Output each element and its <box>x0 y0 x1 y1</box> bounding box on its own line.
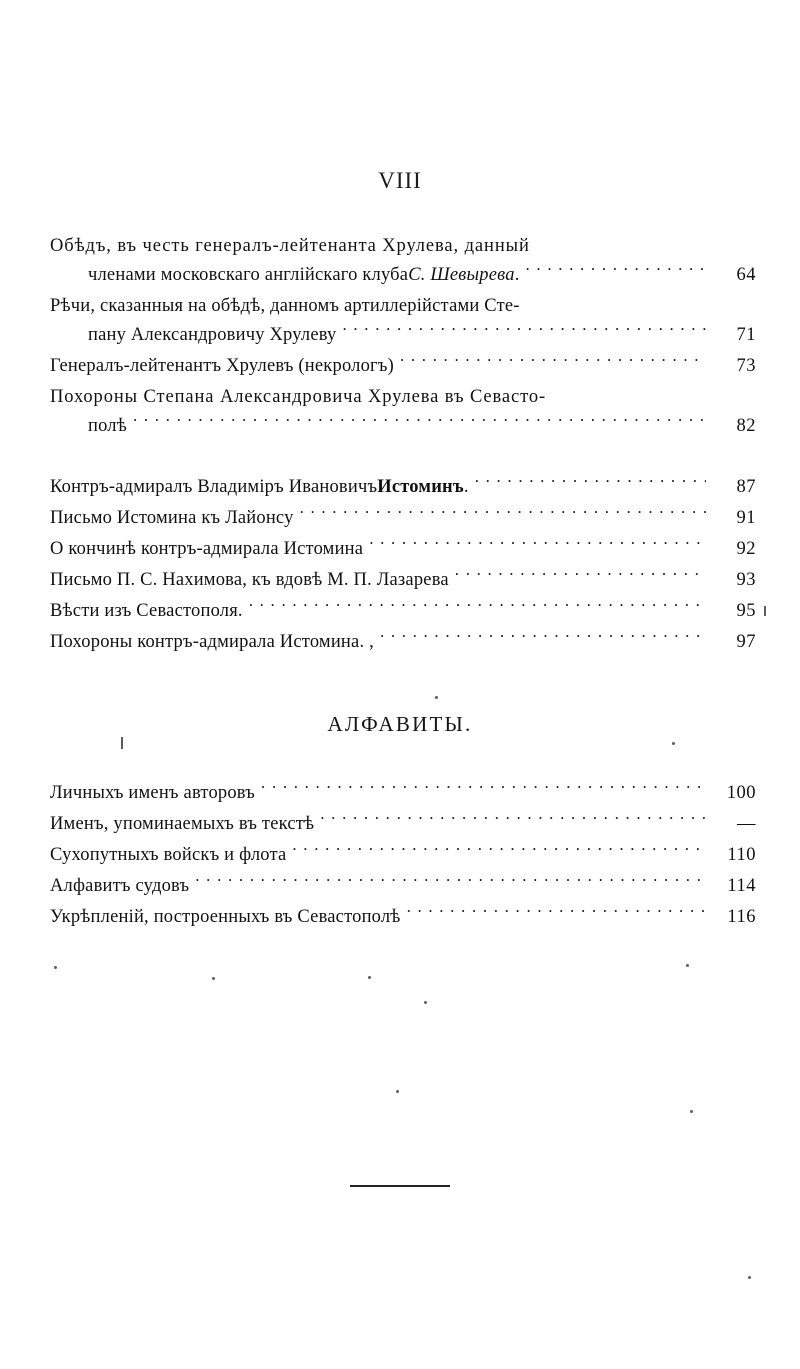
scan-speck <box>672 742 675 745</box>
toc-entry-title: Сухопутныхъ войскъ и флота <box>50 845 287 865</box>
dot-leader <box>407 904 706 923</box>
dot-leader <box>343 322 707 341</box>
toc-entry-title: Похороны Степана Александровича Хрулева въ Севасто- <box>50 387 547 407</box>
toc-entry-title: Генералъ-лейтенантъ Хрулевъ (некрологъ) <box>50 356 394 376</box>
dot-leader <box>292 842 706 861</box>
toc-entry[interactable] <box>50 292 756 350</box>
toc-entry-page[interactable]: 82 <box>736 416 756 436</box>
toc-entry[interactable] <box>50 473 756 502</box>
toc-entry[interactable] <box>50 597 756 626</box>
toc-entry-page[interactable]: 91 <box>736 508 756 528</box>
dot-leader <box>526 262 706 281</box>
toc-entry-title: Обѣдъ, въ честь генералъ-лейтенанта Хрулева, данный <box>50 236 530 256</box>
toc-entry-page[interactable]: 116 <box>727 907 756 927</box>
dot-leader <box>133 413 706 432</box>
dot-leader <box>195 873 706 892</box>
toc-entry-title-tail: . <box>514 265 520 285</box>
toc-entry[interactable] <box>50 628 756 657</box>
toc-entry-author: С. Шевырева <box>408 265 515 285</box>
toc-entry-page[interactable]: 64 <box>736 265 756 285</box>
scan-speck <box>54 966 57 969</box>
dot-leader <box>455 567 706 586</box>
toc-entry[interactable] <box>50 872 756 901</box>
toc-entry-title: Алфавитъ судовъ <box>50 876 190 896</box>
scan-speck <box>396 1090 399 1093</box>
toc-entry[interactable] <box>50 352 756 381</box>
scan-speck <box>690 1110 693 1113</box>
toc-entry[interactable] <box>50 504 756 533</box>
toc-entry[interactable] <box>50 903 756 932</box>
scan-speck <box>424 1001 427 1004</box>
dot-leader <box>320 811 706 830</box>
toc-entry-title-tail: . <box>463 477 469 497</box>
dot-leader <box>261 780 706 799</box>
toc-entry-title: Личныхъ именъ авторовъ <box>50 783 256 803</box>
dot-leader <box>300 505 706 524</box>
toc-entry-page[interactable]: 97 <box>736 632 756 652</box>
toc-group-alphabets <box>50 779 756 934</box>
toc-entry-title-cont: полѣ <box>88 416 127 436</box>
page-folio: VIII <box>378 168 422 193</box>
toc-entry-title-tail: . , <box>359 632 374 652</box>
scan-speck <box>686 964 689 967</box>
toc-entry[interactable] <box>50 232 756 290</box>
toc-entry[interactable] <box>50 810 756 839</box>
scan-tick <box>121 737 123 749</box>
scan-speck <box>212 977 215 980</box>
toc-entry-name: Истоминъ <box>377 477 464 497</box>
toc-entry-page[interactable]: 92 <box>736 539 756 559</box>
toc-entry-page[interactable]: 71 <box>736 325 756 345</box>
toc-entry-title: Вѣсти изъ Севастополя <box>50 601 238 621</box>
dot-leader <box>475 474 706 493</box>
horizontal-rule <box>350 1185 450 1187</box>
group-separator <box>50 443 756 473</box>
toc-entry-title: Контръ-адмиралъ Владиміръ Ивановичъ <box>50 477 378 497</box>
toc-entry-page[interactable]: 114 <box>727 876 756 896</box>
toc-entry-title: Укрѣпленій, построенныхъ въ Севастополѣ <box>50 907 401 927</box>
dot-leader <box>400 353 706 372</box>
section-heading-alphabets: АЛФАВИТЫ. <box>327 712 473 736</box>
toc-entry-title: Письмо Истомина къ Лайонсу <box>50 508 294 528</box>
toc-entry[interactable] <box>50 566 756 595</box>
toc-entry[interactable] <box>50 535 756 564</box>
toc-group-chrulev <box>50 232 756 659</box>
scan-speck <box>435 696 438 699</box>
toc-entry-page[interactable]: 93 <box>736 570 756 590</box>
toc-entry-title: О кончинѣ контръ-адмирала Истомина <box>50 539 364 559</box>
toc-entry-title: Рѣчи, сказанныя на обѣдѣ, данномъ артиллерійстами Сте- <box>50 296 520 316</box>
toc-entry-title-tail: . <box>237 601 243 621</box>
dot-leader <box>249 598 706 617</box>
toc-entry-page[interactable]: 95 <box>736 601 756 621</box>
toc-entry-page[interactable]: 87 <box>736 477 756 497</box>
toc-entry-title-cont: пану Александровичу Хрулеву <box>88 325 337 345</box>
toc-entry[interactable] <box>50 841 756 870</box>
scan-speck <box>368 976 371 979</box>
scan-tick <box>764 606 766 616</box>
toc-entry-page[interactable]: 73 <box>736 356 756 376</box>
toc-entry-title-cont: членами московскаго англійскаго клуба <box>88 265 409 285</box>
dot-leader <box>380 629 706 648</box>
toc-entry-page[interactable]: — <box>737 814 756 834</box>
toc-entry-page[interactable]: 100 <box>726 783 756 803</box>
toc-entry-title: Именъ, упоминаемыхъ въ текстѣ <box>50 814 315 834</box>
toc-entry-page[interactable]: 110 <box>727 845 756 865</box>
toc-entry[interactable] <box>50 383 756 441</box>
toc-entry[interactable] <box>50 779 756 808</box>
toc-entry-title: Письмо П. С. Нахимова, къ вдовѣ М. П. Лазарева <box>50 570 449 590</box>
scan-speck <box>748 1276 751 1279</box>
dot-leader <box>369 536 706 555</box>
toc-entry-title: Похороны контръ-адмирала Истомина <box>50 632 360 652</box>
